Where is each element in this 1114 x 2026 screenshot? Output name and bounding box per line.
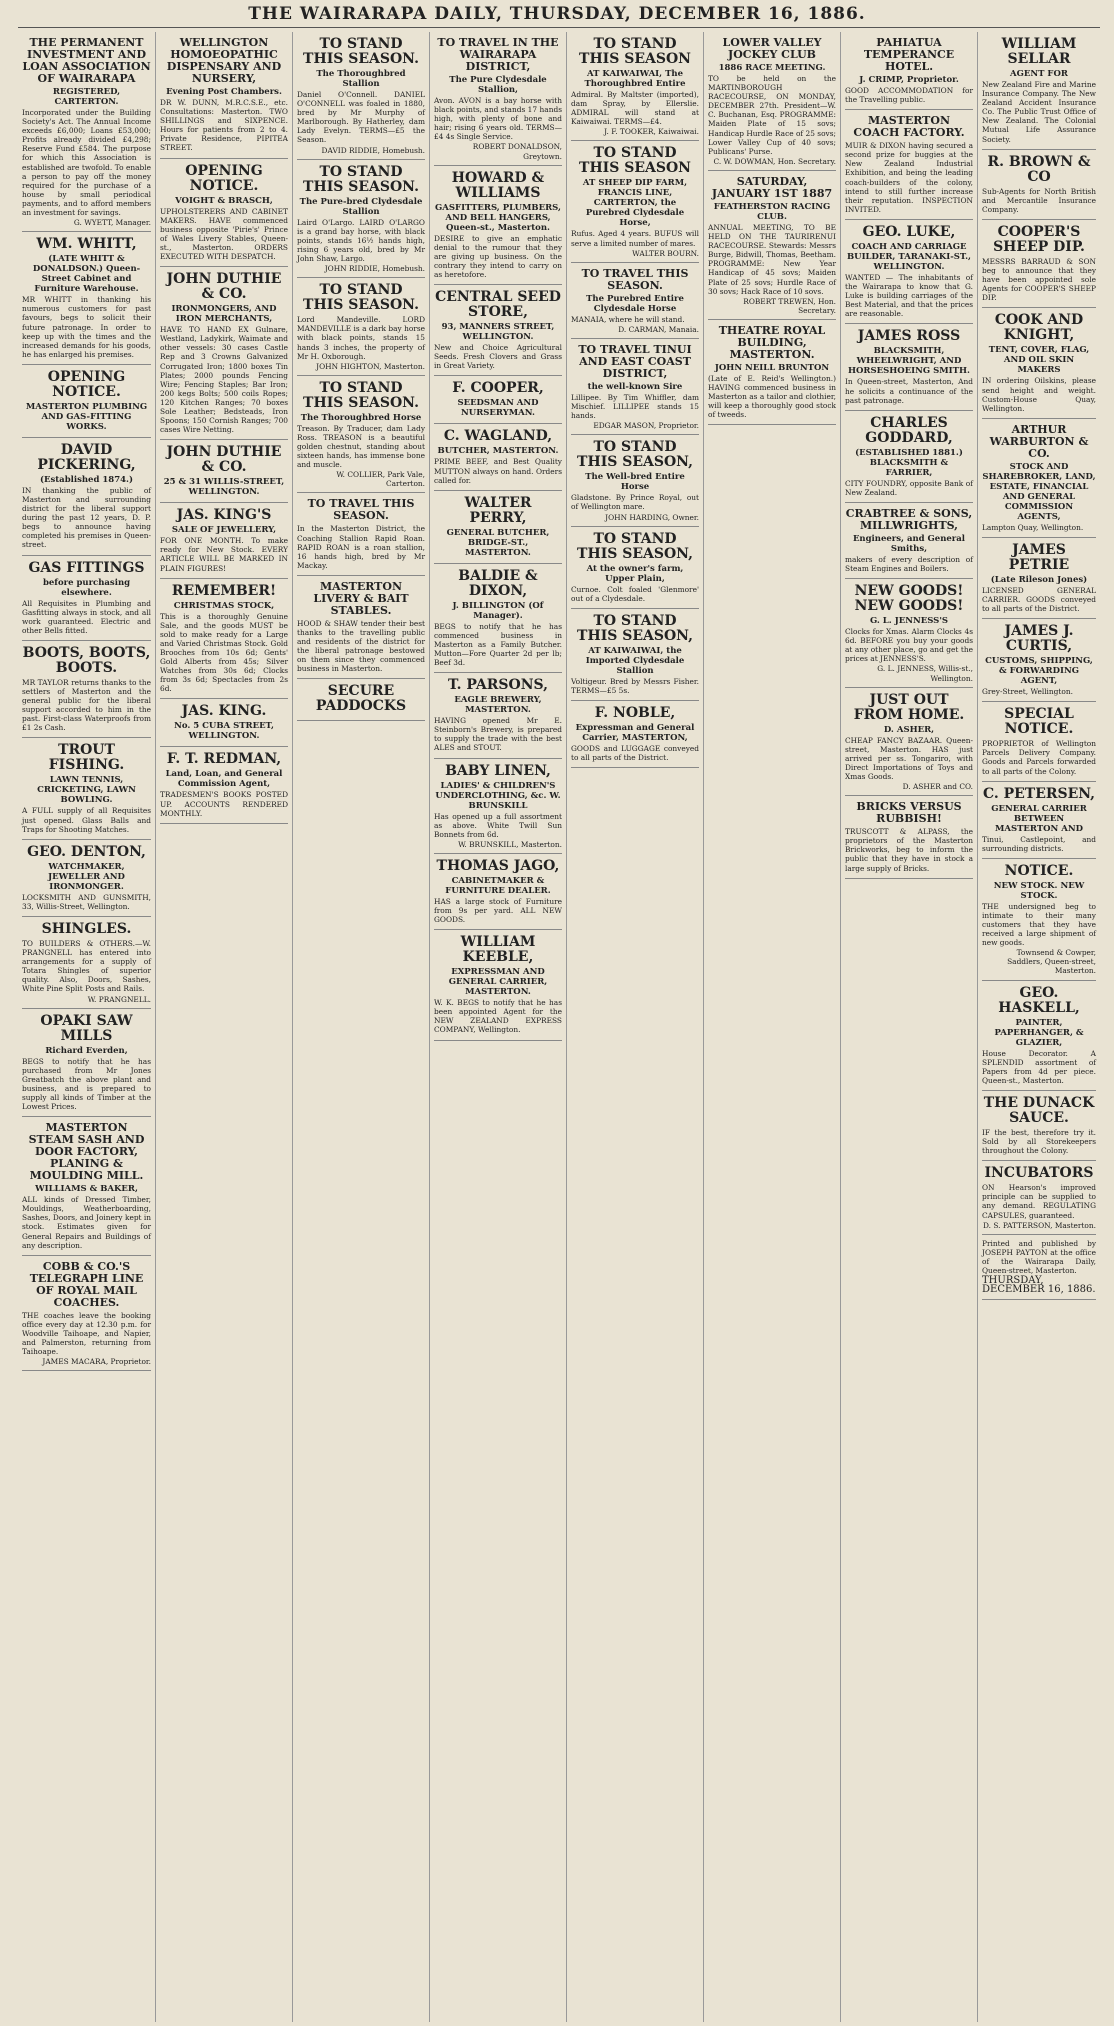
ad-title: TO STAND THIS SEASON.	[303, 163, 419, 195]
ad-body: W. K. BEGS to notify that he has been appointed Agent for the NEW ZEALAND EXPRESS COMPANY, Wellington.	[434, 998, 562, 1035]
ad-body: MESSRS BARRAUD & SON beg to announce that they have been appointed sole Agents for COOPER'S SHEEP DIP.	[982, 256, 1096, 303]
ad-title: TO TRAVEL THIS SEASON.	[307, 497, 415, 523]
ad-body: CITY FOUNDRY, opposite Bank of New Zealand.	[845, 478, 973, 497]
advertisement	[571, 339, 699, 435]
ad-subtitle: TENT, COVER, FLAG, AND OIL SKIN MAKERS	[988, 345, 1090, 376]
ad-signature: W. BRUNSKILL, Masterton.	[458, 839, 562, 849]
ad-body: DESIRE to give an emphatic denial to the rumour that they are giving up business. On the contrary they intend to carry on as heretofore.	[434, 233, 562, 280]
column-7	[840, 32, 977, 2022]
ad-subtitle: WATCHMAKER, JEWELLER AND IRONMONGER.	[48, 861, 125, 892]
ad-body: All Requisites in Plumbing and Gasfitting always in stock, and all work guaranteed. Electric and other Bells fitted.	[22, 598, 151, 635]
advertisement	[982, 859, 1096, 981]
ad-title: CENTRAL SEED STORE,	[435, 289, 561, 321]
advertisement	[160, 267, 288, 440]
ad-subtitle: LADIES' & CHILDREN'S UNDERCLOTHING, &c. W. BRUNSKILL	[435, 780, 561, 811]
ad-body: IF the best, therefore try it. Sold by all Storekeepers throughout the Colony.	[982, 1127, 1096, 1156]
ad-subtitle: SEEDSMAN AND NURSERYMAN.	[457, 398, 539, 419]
ad-title: WILLIAM SELLAR	[1001, 36, 1077, 67]
advertisement	[160, 699, 288, 747]
ad-title: COOPER'S SHEEP DIP.	[993, 223, 1085, 255]
masthead-rule	[18, 27, 1100, 28]
ad-body: IN ordering Oilskins, please send height and weight. Custom-House Quay, Wellington.	[982, 376, 1096, 413]
ad-body: HOOD & SHAW tender their best thanks to the travelling public and residents of the district for the liberal patronage bestowed on them since they commenced business in Masterton.	[297, 618, 425, 674]
ad-body: GOODS and LUGGAGE conveyed to all parts of the District.	[571, 743, 699, 763]
ad-subtitle: BUTCHER, MASTERTON.	[437, 446, 559, 457]
advertisement	[22, 1009, 151, 1118]
ad-body: TRUSCOTT & ALPASS, the proprietors of the Masterton Brickworks, beg to inform the public that they have in stock a large supply of Bricks.	[845, 827, 973, 873]
advertisement	[434, 424, 562, 490]
ad-body: PRIME BEEF, and Best Quality MUTTON always on hand. Orders called for.	[434, 457, 562, 485]
ad-body: Grey-Street, Wellington.	[982, 687, 1073, 697]
ad-body: Gladstone. By Prince Royal, out of Wellington mare.	[571, 493, 699, 512]
ad-body: IN thanking the public of Masterton and surrounding district for the liberal support during the past 12 years, D. P. begs to announce having completed his premises in Queen-street.	[22, 485, 151, 550]
ad-body: HAS a large stock of Furniture from 9s per yard. ALL NEW GOODS.	[434, 896, 562, 925]
ad-body: MUIR & DIXON having secured a second prize for buggies at the New Zealand Industrial Exhibition, and being the leading coach-builders of the colony, intend to still further increase their reputation. INSPECTION INVITED.	[845, 141, 973, 214]
ad-body: Lillipee. By Tim Whiffler, dam Mischief. LILLIPEE stands 15 hands.	[571, 392, 699, 421]
ad-signature: Townsend & Cowper, Saddlers, Queen-street, Masterton.	[1007, 948, 1096, 976]
ad-signature: ROBERT DONALDSON, Greytown.	[472, 142, 562, 161]
ad-subtitle: FEATHERSTON RACING CLUB.	[713, 201, 831, 222]
ad-title: SPECIAL NOTICE.	[1004, 706, 1074, 738]
ad-subtitle: MASTERTON PLUMBING AND GAS-FITTING WORKS.	[25, 401, 148, 432]
ad-body: makers of every description of Steam Engines and Boilers.	[845, 554, 973, 573]
advertisement	[22, 438, 151, 556]
ad-signature: JOHN HARDING, Owner.	[605, 512, 699, 522]
ad-title: MASTERTON STEAM SASH AND DOOR FACTORY, PLANING & MOULDING MILL.	[28, 1121, 145, 1183]
advertisement	[297, 679, 425, 721]
ad-body: Lampton Quay, Wellington.	[982, 522, 1084, 532]
ad-title: TO STAND THIS SEASON,	[577, 439, 693, 471]
ad-title: WILLIAM KEEBLE,	[460, 934, 536, 966]
ad-title: C. WAGLAND,	[443, 428, 553, 445]
ad-subtitle: (LATE WHITT & DONALDSON.) Queen-Street Cabinet and Furniture Warehouse.	[32, 254, 141, 295]
ad-title: BOOTS, BOOTS, BOOTS.	[22, 644, 151, 676]
ad-signature: ROBERT TREWEN, Hon. Secretary.	[743, 296, 836, 315]
advertisement	[434, 491, 562, 564]
ad-title: TO TRAVEL TINUI AND EAST COAST DISTRICT,	[578, 342, 692, 380]
advertisement	[160, 503, 288, 578]
ad-title: BABY LINEN,	[445, 762, 551, 779]
advertisement	[160, 32, 288, 159]
advertisement	[982, 981, 1096, 1091]
ad-subtitle: the well-known Sire	[587, 381, 683, 392]
advertisement	[22, 32, 151, 232]
ad-title: JUST OUT FROM HOME.	[853, 691, 965, 723]
advertisement	[160, 159, 288, 268]
ad-title: BALDIE & DIXON,	[458, 567, 538, 599]
ad-title: JAS. KING.	[181, 703, 267, 720]
ad-title: THE PERMANENT INVESTMENT AND LOAN ASSOCIATION OF WAIRARAPA	[22, 36, 151, 85]
ad-subtitle: AT KAIWAIWAI, the Imported Clydesdale Stallion	[585, 645, 685, 676]
ad-body: In Queen-street, Masterton, And he solicits a continuance of the past patronage.	[845, 377, 973, 405]
ad-body: WANTED — The inhabitants of the Wairarapa to know that G. Luke is building carriages of the Best Material, and that the prices are reasonable.	[845, 272, 973, 319]
advertisement	[434, 930, 562, 1040]
ad-subtitle: AT KAIWAIWAI, The Thoroughbred Entire	[584, 69, 686, 89]
ad-body: New Zealand Fire and Marine Insurance Company. The New Zealand Accident Insurance Co. The Public Trust Office of New Zealand. The Colonial Mutual Life Assurance Society.	[982, 80, 1096, 144]
ad-title: NOTICE.	[1004, 862, 1074, 879]
ad-signature: WALTER BOURN.	[632, 248, 699, 258]
ad-subtitle: before purchasing elsewhere.	[42, 577, 131, 598]
ad-subtitle: Evening Post Chambers.	[166, 87, 282, 97]
ad-body: TO be held on the MARTINBOROUGH RACECOURSE, ON MONDAY, DECEMBER 27th. President—W. C. Buchanan, Esq. PROGRAMME: Maiden Plate of 15 sovs; Handicap Hurdle Race of 25 sovs; Lower Valley Cup of 40 sovs; Publicans' Purse.	[708, 74, 836, 156]
ad-title: THE DUNACK SAUCE.	[983, 1094, 1095, 1126]
ad-body: A FULL supply of all Requisites just opened. Glass Balls and Traps for Shooting Matches.	[22, 806, 151, 834]
ad-body: CHEAP FANCY BAZAAR. Queen-street, Masterton. HAS just arrived per ss. Tongariro, with Direct Importations of Toys and Xmas Goods.	[845, 735, 973, 781]
advertisement	[982, 1091, 1096, 1161]
ad-subtitle: At the owner's farm, Upper Plain,	[586, 563, 684, 584]
ad-body: In the Masterton District, the Coaching Stallion Rapid Roan. RAPID ROAN is a roan stallion, 16 hands high, bred by Mr Mackay.	[297, 524, 425, 570]
advertisement	[845, 411, 973, 503]
column-8	[977, 32, 1100, 2022]
advertisement	[22, 917, 151, 1009]
ad-body: Rufus. Aged 4 years. BUFUS will serve a limited number of mares.	[571, 229, 699, 248]
advertisement	[982, 1161, 1096, 1234]
ad-subtitle: (ESTABLISHED 1881.) BLACKSMITH & FARRIER,	[855, 447, 963, 478]
ad-title: TO TRAVEL THIS SEASON.	[581, 266, 689, 292]
ad-title: JOHN DUTHIE & CO.	[166, 271, 282, 303]
advertisement	[297, 376, 425, 494]
advertisement	[571, 527, 699, 609]
ad-subtitle: 93, MANNERS STREET, WELLINGTON.	[441, 322, 555, 343]
ad-title: CRABTREE & SONS, MILLWRIGHTS,	[845, 506, 973, 532]
ad-signature: G. L. JENNESS, Willis-st., Wellington.	[877, 664, 973, 683]
imprint-text: Printed and published by JOSEPH PAYTON at the office of the Wairarapa Daily, Queen-street, Masterton.	[982, 1238, 1096, 1275]
ad-subtitle: NEW STOCK. NEW STOCK.	[993, 880, 1085, 901]
ad-title: TO TRAVEL IN THE WAIRARAPA DISTRICT,	[437, 36, 559, 73]
ad-body: MANAIA, where he will stand.	[571, 314, 685, 324]
advertisement	[160, 440, 288, 503]
ad-title: TO STAND THIS SEASON,	[577, 612, 693, 644]
advertisement	[22, 840, 151, 917]
ad-subtitle: Engineers, and General Smiths,	[852, 533, 966, 554]
ad-subtitle: The Purebred Entire Clydesdale Horse	[586, 293, 684, 314]
ad-signature: JAMES MACARA, Proprietor.	[42, 1357, 151, 1367]
column-1	[18, 32, 155, 2022]
ad-body: LICENSED GENERAL CARRIER. GOODS conveyed to all parts of the District.	[982, 585, 1096, 614]
ad-body: New and Choice Agricultural Seeds. Fresh Clovers and Grass in Great Variety.	[434, 343, 562, 371]
advertisement	[708, 32, 836, 171]
ad-title: THOMAS JAGO,	[436, 857, 560, 874]
ad-title: T. PARSONS,	[448, 677, 548, 694]
ad-title: WELLINGTON HOMOEOPATHIC DISPENSARY AND NURSERY,	[166, 36, 282, 85]
ad-subtitle: 25 & 31 WILLIS-STREET, WELLINGTON.	[163, 477, 285, 498]
ad-signature: C. W. DOWMAN, Hon. Secretary.	[713, 156, 836, 166]
ad-subtitle: Richard Everden,	[45, 1045, 128, 1056]
ad-title: TO STAND THIS SEASON	[579, 145, 691, 177]
ad-subtitle: GASFITTERS, PLUMBERS, AND BELL HANGERS, Queen-st., Masterton.	[435, 202, 561, 233]
ad-subtitle: (Established 1874.)	[39, 474, 134, 485]
ad-title: TO STAND THIS SEASON,	[577, 530, 693, 562]
column-4	[429, 32, 566, 2022]
ad-title: DAVID PICKERING,	[37, 441, 136, 473]
ad-title: SHINGLES.	[41, 920, 132, 937]
ad-title: ARTHUR WARBURTON & CO.	[989, 422, 1089, 460]
ad-body: (Late of E. Reid's Wellington.) HAVING commenced business in Masterton as a tailor and clothier, will keep a thoroughly good stock of tweeds.	[708, 373, 836, 420]
ad-title: JAMES PETRIE	[1008, 541, 1070, 573]
ad-subtitle: REGISTERED, CARTERTON.	[52, 87, 121, 107]
advertisement	[845, 110, 973, 220]
ad-signature: G. WYETT, Manager.	[73, 218, 151, 228]
ad-body: This is a thoroughly Genuine Sale, and the goods MUST be sold to make ready for a Large and Varied Christmas Stock. Gold Brooches from 10s 6d; Gents' Gold Alberts from 45s; Silver Watches from 30s 6d; Clocks from 3s 6d; Spectacles from 2s 6d.	[160, 611, 288, 694]
ad-signature: DAVID RIDDIE, Homebush.	[321, 145, 425, 155]
advertisement	[297, 493, 425, 575]
ad-signature: W. PRANGNELL.	[87, 994, 151, 1004]
ad-body: BEGS to notify that he has purchased from Mr Jones Greatbatch the above plant and business, and is prepared to supply all kinds of Timber at the Lowest Prices.	[22, 1056, 151, 1112]
ad-body: PROPRIETOR of Wellington Parcels Delivery Company. Goods and Parcels forwarded to all parts of the Colony.	[982, 739, 1096, 776]
ad-body: ON Hearson's improved principle can be supplied to any demand. REGULATING CAPSULES, guaranteed.	[982, 1183, 1096, 1220]
ad-signature: D. CARMAN, Manaia.	[618, 324, 699, 334]
ad-title: JAS. KING'S	[176, 507, 272, 524]
ad-body: Has opened up a full assortment as above. White Twill Sun Bonnets from 6d.	[434, 811, 562, 839]
ad-subtitle: VOIGHT & BRASCH,	[175, 195, 273, 206]
advertisement	[297, 576, 425, 680]
ad-title: R. BROWN & CO	[987, 153, 1091, 185]
advertisement	[982, 619, 1096, 702]
ad-title: BRICKS VERSUS RUBBISH!	[856, 800, 962, 826]
ad-body: Lord Mandeville. LORD MANDEVILLE is a dark bay horse with black points, stands 15 hands 3 inches, the property of Mr H. Oxborough.	[297, 315, 425, 361]
advertisement	[434, 564, 562, 673]
ad-subtitle: The Well-bred Entire Horse	[585, 472, 685, 493]
ad-signature: JOHN RIDDIE, Homebush.	[324, 264, 425, 274]
ad-subtitle: G. L. JENNESS'S	[869, 616, 949, 627]
ad-body: HAVE TO HAND EX Gulnare, Westland, Ladykirk, Waimate and other vessels: 30 cases Castle Rep and 3 Crowns Galvanized Corrugated Iron; 1800 boxes Tin Plates; 2000 pounds Fencing Wire; Fencing Staples; Bar Iron; 200 kegs Bolts; 500 coils Ropes; 120 Kitchen Ranges; 70 boxes Sole Leather; Bedsteads, Iron Spoons; 150 Cornish Ranges; 700 cases Wire Netting.	[160, 325, 288, 435]
advertisement	[845, 796, 973, 878]
advertisement	[845, 324, 973, 410]
ad-signature: EDGAR MASON, Proprietor.	[593, 421, 699, 431]
ad-title: HOWARD & WILLIAMS	[451, 169, 545, 201]
ad-title: TROUT FISHING.	[48, 742, 125, 774]
ad-body: Laird O'Largo. LAIRD O'LARGO is a grand bay horse, with black points, stands 16½ hands high, rising 6 years old, bred by Mr John Shaw, Largo.	[297, 217, 425, 264]
ad-signature: JOHN HIGHTON, Masterton.	[316, 361, 425, 371]
ad-title: WM. WHITT,	[36, 236, 137, 253]
ad-body: Clocks for Xmas. Alarm Clocks 4s 6d. BEFORE you buy your goods at any other place, go and get the prices at JENNESS'S.	[845, 627, 973, 664]
ad-subtitle: 1886 RACE MEETING.	[718, 63, 826, 73]
ad-title: C. PETERSEN,	[982, 785, 1096, 802]
ad-title: MASTERTON LIVERY & BAIT STABLES.	[313, 579, 409, 617]
advertisement	[434, 166, 562, 285]
ad-title: F. NOBLE,	[594, 704, 676, 721]
ad-body: Admiral. By Maltster (imported), dam Spray, by Ellerslie. ADMIRAL will stand at Kaiwaiwai. TERMS—£4.	[571, 90, 699, 127]
ad-signature: D. S. PATTERSON, Masterton.	[982, 1220, 1096, 1230]
ad-subtitle: AGENT FOR	[1010, 69, 1068, 79]
advertisement	[22, 556, 151, 641]
ad-title: TO STAND THIS SEASON	[579, 36, 691, 67]
ad-body: ALL kinds of Dressed Timber, Mouldings, Weatherboarding, Sashes, Doors, and Joinery kept in stock. Estimates given for General Repairs and Buildings of any description.	[22, 1195, 151, 1250]
ad-subtitle: The Thoroughbred Stallion	[316, 69, 406, 89]
advertisement	[845, 503, 973, 579]
ad-subtitle: J. BILLINGTON (Of Manager).	[452, 600, 544, 621]
advertisement	[22, 1256, 151, 1372]
ad-subtitle: Land, Loan, and General Commission Agent,	[165, 769, 283, 790]
advertisement	[982, 538, 1096, 619]
ad-subtitle: GENERAL CARRIER BETWEEN MASTERTON AND	[991, 803, 1087, 834]
ad-title: CHARLES GODDARD,	[865, 414, 953, 446]
ad-body: ANNUAL MEETING, TO BE HELD ON THE TAURIRENUI RACECOURSE. Stewards: Messrs Burge, Bidwill, Thomas, Beetham. PROGRAMME: New Year Handicap of 45 sovs; Maiden Plate of 25 sovs; Hurdle Race of 30 sovs; Hack Race of 10 sovs.	[708, 222, 836, 296]
ad-subtitle: The Pure-bred Clydesdale Stallion	[299, 196, 423, 217]
ad-subtitle: BLACKSMITH, WHEELWRIGHT, AND HORSESHOEING SMITH.	[848, 346, 970, 377]
column-6	[703, 32, 840, 2022]
ad-title: GEO. LUKE,	[862, 223, 956, 240]
ad-title: OPENING NOTICE.	[185, 162, 263, 194]
ad-title: GAS FITTINGS	[28, 559, 145, 576]
ad-body: GOOD ACCOMMODATION for the Travelling public.	[845, 86, 973, 105]
ad-title: THEATRE ROYAL BUILDING, MASTERTON.	[718, 323, 826, 361]
ad-title: NEW GOODS! NEW GOODS!	[854, 583, 964, 615]
ad-title: COBB & CO.'S TELEGRAPH LINE OF ROYAL MAIL COACHES.	[29, 1259, 144, 1309]
ad-subtitle: The Pure Clydesdale Stallion,	[449, 75, 547, 95]
masthead: THE WAIRARAPA DAILY, THURSDAY, DECEMBER 16, 1886.	[248, 4, 866, 24]
ad-subtitle: D. ASHER,	[883, 724, 935, 735]
ad-title: TO STAND THIS SEASON.	[303, 282, 419, 314]
advertisement	[434, 376, 562, 424]
ad-title: GEO. DENTON,	[27, 843, 146, 860]
ad-title: OPENING NOTICE.	[47, 368, 126, 400]
ad-title: JAMES J. CURTIS,	[1004, 623, 1074, 655]
advertisement	[22, 738, 151, 839]
ad-title: PAHIATUA TEMPERANCE HOTEL.	[863, 36, 955, 73]
ad-title: GEO. HASKELL,	[998, 984, 1080, 1016]
advertisement	[845, 579, 973, 688]
ad-subtitle: GENERAL BUTCHER, BRIDGE-ST., MASTERTON.	[446, 527, 550, 558]
ad-title: SATURDAY, JANUARY 1ST 1887	[711, 174, 833, 200]
ad-title: TO STAND THIS SEASON.	[303, 379, 419, 411]
ad-subtitle: COACH AND CARRIAGE BUILDER, TARANAKI-ST., WELLINGTON.	[846, 241, 972, 272]
imprint-date: THURSDAY, DECEMBER 16, 1886.	[982, 1275, 1096, 1296]
advertisement	[22, 232, 151, 365]
ad-subtitle: EAGLE BREWERY, MASTERTON.	[454, 695, 542, 716]
advertisement	[160, 579, 288, 700]
ad-body: MR WHITT in thanking his numerous customers for past favours, begs to solicit their future patronage. In order to keep up with the times and the increased demands for his goods, he has enlarged his premises.	[22, 295, 151, 359]
ad-subtitle: CUSTOMS, SHIPPING, & FORWARDING AGENT,	[985, 656, 1093, 687]
advertisement	[982, 419, 1096, 538]
ad-body: Incorporated under the Building Society's Act. The Annual Income exceeds £6,000; Loans £53,000; Profits already divided £4,298; Reserve Fund £584. The purpose for which this Association is established are twofold. To enable a person to pay off the money required for the purchase of a house by small periodical payments, and to afford members an investment for savings.	[22, 108, 151, 218]
ad-signature: W. COLLIER, Park Vale, Carterton.	[336, 470, 425, 489]
advertisement	[571, 141, 699, 262]
advertisement	[434, 673, 562, 758]
ad-subtitle: No. 5 CUBA STREET, WELLINGTON.	[174, 721, 274, 742]
advertisement	[982, 308, 1096, 418]
ad-signature: J. F. TOOKER, Kaiwaiwai.	[604, 127, 699, 137]
advertisement	[571, 701, 699, 768]
ad-subtitle: JOHN NEILL BRUNTON	[714, 362, 830, 373]
ad-subtitle: The Thoroughbred Horse	[300, 412, 422, 423]
imprint	[982, 1235, 1096, 1301]
column-5	[566, 32, 703, 2022]
ad-subtitle: CABINETMAKER & FURNITURE DEALER.	[445, 875, 551, 896]
ad-title: TO STAND THIS SEASON.	[303, 36, 419, 67]
ad-body: THE undersigned beg to intimate to their many customers that they have received a large shipment of new goods.	[982, 901, 1096, 948]
ad-body: BEGS to notify that he has commenced business in Masterton as a Family Butcher. Mutton—Fore Quarter 2d per lb; Beef 3d.	[434, 621, 562, 668]
ad-subtitle: IRONMONGERS, AND IRON MERCHANTS,	[171, 304, 277, 325]
advertisement	[434, 32, 562, 166]
ad-body: Tinui, Castlepoint, and surrounding districts.	[982, 834, 1096, 853]
advertisement	[571, 609, 699, 701]
ad-body: Curnoe. Colt foaled 'Glenmore' out of a Clydesdale.	[571, 584, 699, 603]
ad-title: COOK AND KNIGHT,	[994, 312, 1084, 344]
ad-body: Avon. AVON is a bay horse with black points, and stands 17 hands high, with plenty of bone and hair; rising 6 years old. TERMS—£4 4s Single Service.	[434, 96, 562, 142]
advertisement	[982, 702, 1096, 781]
column-2	[155, 32, 292, 2022]
ad-subtitle: WILLIAMS & BAKER,	[35, 1184, 138, 1195]
ad-body: Voltigeur. Bred by Messrs Fisher. TERMS—£5 5s.	[571, 676, 699, 695]
advertisement	[845, 688, 973, 797]
advertisement	[297, 278, 425, 376]
advertisement	[845, 32, 973, 110]
ad-subtitle: Expressman and General Carrier, MASTERTON,	[575, 722, 695, 743]
ad-body: Sub-Agents for North British and Mercantile Insurance Company.	[982, 186, 1096, 214]
ad-body: House Decorator. A SPLENDID assortment of Papers from 4d per piece. Queen-st., Masterton.	[982, 1048, 1096, 1085]
ad-subtitle: LAWN TENNIS, CRICKETING, LAWN BOWLING.	[37, 775, 136, 806]
advertisement	[708, 171, 836, 320]
ad-subtitle: (Late Rileson Jones)	[990, 574, 1088, 585]
ad-title: MASTERTON COACH FACTORY.	[853, 114, 965, 140]
ad-signature: D. ASHER and CO.	[902, 782, 973, 792]
advertisement	[22, 1117, 151, 1256]
advertisement	[571, 435, 699, 526]
advertisement	[297, 32, 425, 160]
ad-subtitle: J. CRIMP, Proprietor.	[859, 75, 959, 85]
advertisement	[297, 160, 425, 279]
ad-title: INCUBATORS	[984, 1165, 1094, 1182]
ad-subtitle: CHRISTMAS STOCK,	[173, 600, 275, 611]
ad-body: Daniel O'Connell. DANIEL O'CONNELL was foaled in 1880, bred by Mr Murphy of Marlborough. By Hatherley, dam Lady Evelyn. TERMS—£5 the Season.	[297, 90, 425, 145]
ad-subtitle: AT SHEEP DIP FARM, FRANCIS LINE, CARTERTON, the Purebred Clydesdale Horse,	[582, 178, 688, 229]
advertisement	[160, 747, 288, 823]
ad-subtitle: PAINTER, PAPERHANGER, & GLAZIER,	[994, 1017, 1084, 1048]
ad-title: SECURE PADDOCKS	[315, 683, 407, 715]
column-3	[292, 32, 429, 2022]
ad-subtitle: SALE OF JEWELLERY,	[171, 525, 277, 536]
ad-body: HAVING opened Mr E. Steinborn's Brewery, is prepared to supply the trade with the best ALES and STOUT.	[434, 716, 562, 753]
ad-body: MR TAYLOR returns thanks to the settlers of Masterton and the general public for the liberal support accorded to him in the past. First-class Waterproofs from £1 2s Cash.	[22, 677, 151, 733]
advertisement	[571, 32, 699, 141]
ad-title: OPAKI SAW MILLS	[40, 1012, 133, 1044]
advertisement	[571, 263, 699, 339]
ad-title: F. T. REDMAN,	[166, 751, 282, 768]
ad-body: TRADESMEN'S BOOKS POSTED UP. ACCOUNTS RENDERED MONTHLY.	[160, 790, 288, 818]
ad-body: Treason. By Traducer, dam Lady Ross. TREASON is a beautiful golden chestnut, standing about sixteen hands, has immense bone and muscle.	[297, 423, 425, 470]
advertisement	[22, 641, 151, 739]
ad-body: DR W. DUNN, M.R.C.S.E., etc. Consultations: Masterton. TWO SHILLINGS and SIXPENCE. Hours for patients from 2 to 4. Private Residence, PIPITEA STREET.	[160, 98, 288, 153]
ad-title: LOWER VALLEY JOCKEY CLUB	[722, 36, 822, 61]
ad-title: REMEMBER!	[171, 582, 277, 599]
advertisement	[982, 150, 1096, 220]
advertisement	[982, 32, 1096, 150]
advertisement	[434, 759, 562, 854]
ad-subtitle: STOCK AND SHAREBROKER, LAND, ESTATE, FINANCIAL AND GENERAL COMMISSION AGENTS,	[982, 461, 1096, 522]
ad-title: WALTER PERRY,	[464, 494, 532, 526]
ad-body: LOCKSMITH AND GUNSMITH, 33, Willis-Street, Wellington.	[22, 892, 151, 911]
ad-body: FOR ONE MONTH. To make ready for New Stock. EVERY ARTICLE WILL BE MARKED IN PLAIN FIGURES!	[160, 536, 288, 573]
ad-body: THE coaches leave the booking office every day at 12.30 p.m. for Woodville Taihoape, and Napier, and Palmerston, returning from Taihoape.	[22, 1310, 151, 1357]
advertisement	[434, 854, 562, 930]
advertisement	[708, 320, 836, 425]
ad-title: JOHN DUTHIE & CO.	[166, 444, 282, 476]
advertisement	[982, 782, 1096, 859]
advertisement	[845, 220, 973, 324]
ad-subtitle: EXPRESSMAN AND GENERAL CARRIER, MASTERTON.	[448, 967, 548, 998]
ad-title: F. COOPER,	[452, 380, 544, 397]
advertisement	[434, 285, 562, 376]
advertisement	[982, 220, 1096, 308]
ad-title: JAMES ROSS	[857, 328, 961, 345]
advertisement	[22, 365, 151, 438]
ad-body: TO BUILDERS & OTHERS.—W. PRANGNELL has entered into arrangements for a supply of Totara Shingles of superior quality. Also, Doors, Sashes, White Pine Split Posts and Rails.	[22, 938, 151, 994]
ad-body: UPHOLSTERERS AND CABINET MAKERS. HAVE commenced business opposite 'Pirie's' Prince of Wales Livery Stables, Queen-st., Masterton. ORDERS EXECUTED WITH DESPATCH.	[160, 206, 288, 262]
